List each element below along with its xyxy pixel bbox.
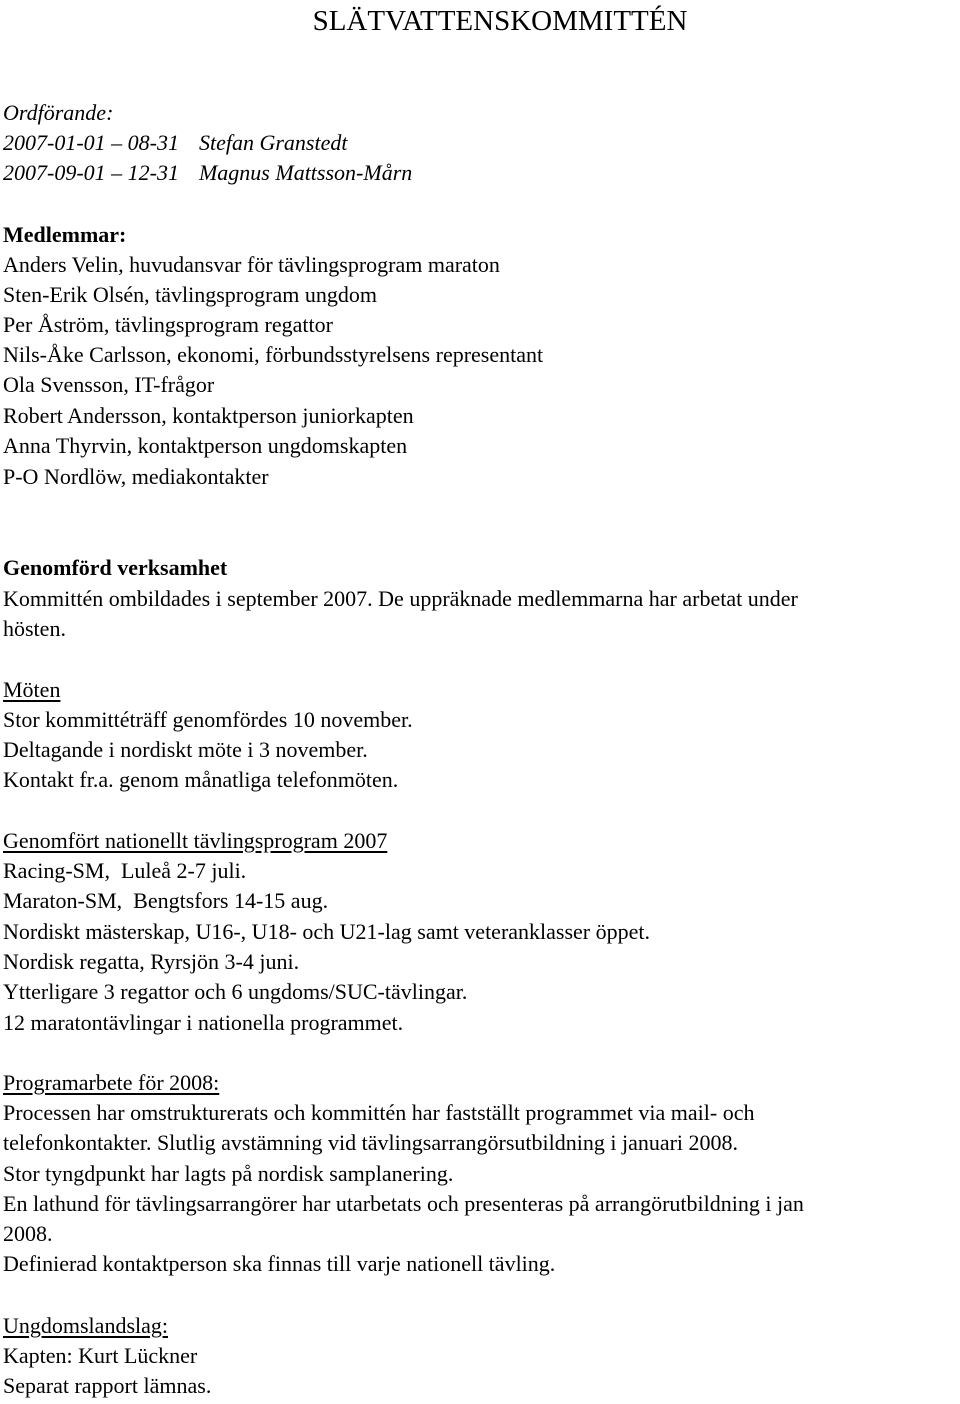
members-heading: Medlemmar: (3, 222, 127, 247)
member-item: Anders Velin, huvudansvar för tävlingsprogram maraton (3, 252, 500, 277)
member-item: Per Åström, tävlingsprogram regattor (3, 312, 333, 337)
program2008-text: Stor tyngdpunkt har lagts på nordisk samplanering. (3, 1161, 454, 1186)
meetings-text: Kontakt fr.a. genom månatliga telefonmöten. (3, 767, 399, 792)
national-item: Maraton-SM, Bengtsfors 14-15 aug. (3, 888, 329, 913)
chair-period: 2007-09-01 – 12-31 (3, 160, 179, 185)
national-item: 12 maratontävlingar i nationella programmet. (3, 1010, 404, 1035)
national-item: Nordisk regatta, Ryrsjön 3-4 juni. (3, 949, 300, 974)
member-item: P-O Nordlöw, mediakontakter (3, 464, 269, 489)
chair-name: Stefan Granstedt (198, 130, 348, 155)
activity-text: hösten. (3, 616, 66, 641)
member-item: Sten-Erik Olsén, tävlingsprogram ungdom (3, 282, 377, 307)
program2008-text: En lathund för tävlingsarrangörer har utarbetats och presenteras på arrangörutbildning i jan (3, 1191, 804, 1216)
member-item: Ola Svensson, IT-frågor (3, 372, 215, 397)
national-item: Racing-SM, Luleå 2-7 juli. (3, 858, 247, 883)
chair-period: 2007-01-01 – 08-31 (3, 130, 179, 155)
chair-entry (3, 128, 347, 158)
member-item: Anna Thyrvin, kontaktperson ungdomskapten (3, 433, 408, 458)
chair-entry (3, 158, 412, 188)
meetings-text: Deltagande i nordiskt möte i 3 november. (3, 737, 368, 762)
program2008-text: Definierad kontaktperson ska finnas till varje nationell tävling. (3, 1251, 556, 1276)
chair-heading: Ordförande: (3, 100, 114, 125)
program2008-text: 2008. (3, 1221, 53, 1246)
member-item: Nils-Åke Carlsson, ekonomi, förbundsstyrelsens representant (3, 342, 544, 367)
program2008-text: Processen har omstrukturerats och kommittén har fastställt programmet via mail- och (3, 1100, 755, 1125)
youth-text: Kapten: Kurt Lückner (3, 1343, 198, 1368)
meetings-text: Stor kommittéträff genomfördes 10 november. (3, 707, 413, 732)
national-item: Ytterligare 3 regattor och 6 ungdoms/SUC-tävlingar. (3, 979, 468, 1004)
youth-heading: Ungdomslandslag: (3, 1313, 168, 1338)
program2008-text: telefonkontakter. Slutlig avstämning vid tävlingsarrangörsutbildning i januari 2008. (3, 1130, 739, 1155)
chair-name: Magnus Mattsson-Mårn (198, 160, 413, 185)
national-item: Nordiskt mästerskap, U16-, U18- och U21-lag samt veteranklasser öppet. (3, 919, 651, 944)
meetings-heading: Möten (3, 677, 61, 702)
activity-heading: Genomförd verksamhet (3, 555, 228, 580)
activity-text: Kommittén ombildades i september 2007. De uppräknade medlemmarna har arbetat under (3, 586, 798, 611)
document-title: SLÄTVATTENSKOMMITTÉN (312, 5, 688, 37)
national-heading: Genomfört nationellt tävlingsprogram 2007 (3, 828, 388, 853)
program2008-heading: Programarbete för 2008: (3, 1070, 220, 1095)
member-item: Robert Andersson, kontaktperson juniorkapten (3, 403, 414, 428)
youth-text: Separat rapport lämnas. (3, 1373, 212, 1398)
